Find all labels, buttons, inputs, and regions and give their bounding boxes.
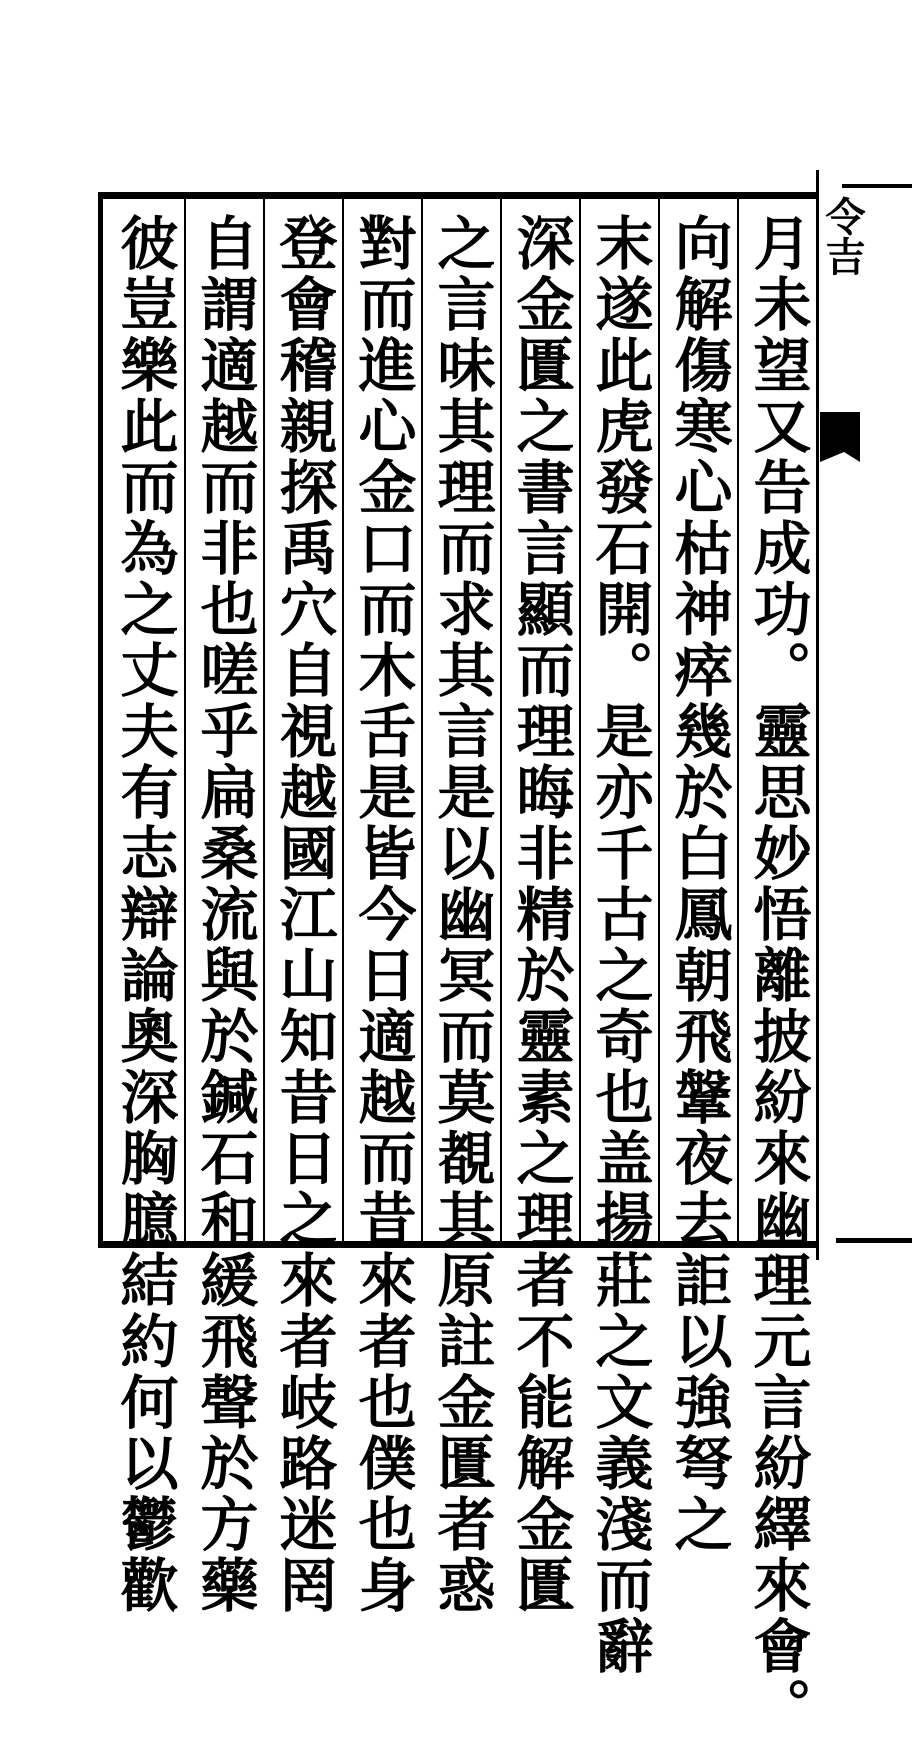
column-text: 月未望又告成功。靈思妙悟離披紛來幽理元言紛繹來會。 [743,213,812,1738]
text-column [658,199,737,1555]
text-column [421,199,500,1616]
column-text: 對而進心金口而木舌是皆今日適越而昔來者也僕也身 [348,213,417,1616]
text-column [579,199,658,1677]
fold-margin-title: 令吉 [819,196,866,276]
text-column [342,199,421,1616]
text-columns [103,199,816,1738]
column-text: 彼豈樂此而為之丈夫有志辯論奧深胸臆結約何以鬱歡 [110,213,179,1616]
column-text: 登會稽親探禹穴自視越國江山知昔日之來者岐路迷罔 [269,213,338,1616]
fishtail-mark-icon [820,412,860,462]
text-column [263,199,342,1616]
text-column [737,199,816,1738]
text-column [105,199,184,1616]
edge-rule-bottom [836,1238,912,1243]
fold-line [816,170,819,1260]
column-text: 深金匱之書言顯而理晦非精於靈素之理者不能解金匱 [506,213,575,1616]
text-block-frame [98,192,816,1738]
text-column [500,199,579,1616]
column-text: 向解傷寒心枯神瘁幾於白鳳朝飛鞶夜去詎以強弩之 [664,213,733,1555]
edge-rule-top [842,184,912,188]
column-text: 末遂此虎發石開。是亦千古之奇也盖揚莊之文義淺而辭 [585,213,654,1677]
column-text: 之言味其理而求其言是以幽冥而莫覩其原註金匱者惑 [427,213,496,1616]
column-text: 自謂適越而非也嗟乎扁桑流與於鍼石和緩飛聲於方藥 [190,213,259,1616]
text-column [184,199,263,1616]
